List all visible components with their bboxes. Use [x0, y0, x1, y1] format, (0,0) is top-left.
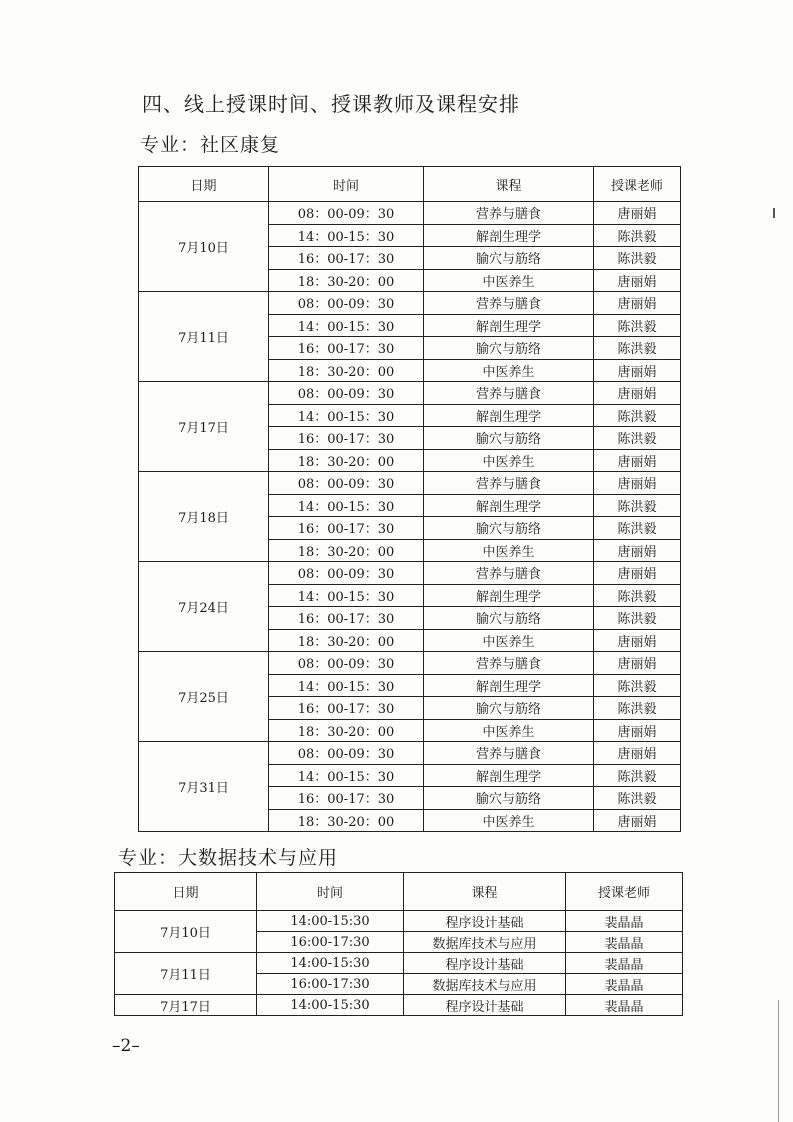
- table-row: [115, 911, 683, 932]
- header-course: 课程: [424, 167, 594, 202]
- date-cell: 7月10日: [115, 911, 257, 953]
- teacher-cell: 陈洪毅: [594, 517, 681, 540]
- date-cell: 7月18日: [139, 472, 269, 562]
- course-cell: 解剖生理学: [424, 584, 594, 607]
- time-cell: 14：00-15：30: [269, 764, 424, 787]
- date-cell: 7月11日: [139, 292, 269, 382]
- major-title-big-data: 专业：大数据技术与应用: [118, 847, 339, 869]
- teacher-cell: 陈洪毅: [594, 247, 681, 270]
- time-cell: 14：00-15：30: [269, 224, 424, 247]
- time-cell: 08：00-09：30: [269, 562, 424, 585]
- section-heading: 四、线上授课时间、授课教师及课程安排: [142, 92, 520, 116]
- time-cell: 14：00-15：30: [269, 584, 424, 607]
- teacher-cell: 唐丽娟: [594, 269, 681, 292]
- date-cell: 7月17日: [139, 382, 269, 472]
- course-cell: 营养与膳食: [424, 562, 594, 585]
- teacher-cell: 裴晶晶: [566, 953, 683, 974]
- time-cell: 18：30-20：00: [269, 449, 424, 472]
- time-cell: 18：30-20：00: [269, 539, 424, 562]
- course-cell: 营养与膳食: [424, 742, 594, 765]
- date-cell: 7月11日: [115, 953, 257, 995]
- time-cell: 18：30-20：00: [269, 359, 424, 382]
- course-cell: 程序设计基础: [404, 995, 566, 1016]
- teacher-cell: 裴晶晶: [566, 995, 683, 1016]
- time-cell: 16：00-17：30: [269, 697, 424, 720]
- course-cell: 中医养生: [424, 539, 594, 562]
- date-cell: 7月17日: [115, 995, 257, 1016]
- course-cell: 解剖生理学: [424, 764, 594, 787]
- teacher-cell: 裴晶晶: [566, 974, 683, 995]
- scan-edge-mark: [773, 208, 775, 218]
- table-row: [139, 652, 681, 675]
- table-row: [139, 292, 681, 315]
- teacher-cell: 唐丽娟: [594, 539, 681, 562]
- time-cell: 14:00-15:30: [257, 911, 404, 932]
- teacher-cell: 陈洪毅: [594, 404, 681, 427]
- course-cell: 腧穴与筋络: [424, 427, 594, 450]
- time-cell: 16:00-17:30: [257, 974, 404, 995]
- teacher-cell: 唐丽娟: [594, 742, 681, 765]
- time-cell: 08：00-09：30: [269, 742, 424, 765]
- course-cell: 解剖生理学: [424, 224, 594, 247]
- teacher-cell: 陈洪毅: [594, 584, 681, 607]
- schedule-table-community-rehab: [138, 166, 681, 832]
- course-cell: 中医养生: [424, 449, 594, 472]
- time-cell: 16:00-17:30: [257, 932, 404, 953]
- schedule-table-big-data: [114, 872, 683, 1016]
- course-cell: 中医养生: [424, 719, 594, 742]
- course-cell: 数据库技术与应用: [404, 974, 566, 995]
- time-cell: 08：00-09：30: [269, 292, 424, 315]
- header-time: 时间: [257, 873, 404, 911]
- teacher-cell: 陈洪毅: [594, 607, 681, 630]
- teacher-cell: 陈洪毅: [594, 427, 681, 450]
- table-header-row: [115, 873, 683, 911]
- teacher-cell: 唐丽娟: [594, 202, 681, 225]
- course-cell: 营养与膳食: [424, 202, 594, 225]
- teacher-cell: 裴晶晶: [566, 911, 683, 932]
- course-cell: 解剖生理学: [424, 494, 594, 517]
- time-cell: 16：00-17：30: [269, 337, 424, 360]
- teacher-cell: 裴晶晶: [566, 932, 683, 953]
- time-cell: 14:00-15:30: [257, 995, 404, 1016]
- teacher-cell: 陈洪毅: [594, 697, 681, 720]
- major-title-community-rehab: 专业：社区康复: [140, 134, 281, 156]
- date-cell: 7月25日: [139, 652, 269, 742]
- course-cell: 营养与膳食: [424, 652, 594, 675]
- course-cell: 腧穴与筋络: [424, 697, 594, 720]
- teacher-cell: 陈洪毅: [594, 337, 681, 360]
- teacher-cell: 陈洪毅: [594, 787, 681, 810]
- course-cell: 腧穴与筋络: [424, 607, 594, 630]
- course-cell: 解剖生理学: [424, 404, 594, 427]
- course-cell: 中医养生: [424, 629, 594, 652]
- table-row: [115, 953, 683, 974]
- page-number: –2–: [112, 1036, 140, 1056]
- time-cell: 08：00-09：30: [269, 472, 424, 495]
- teacher-cell: 唐丽娟: [594, 629, 681, 652]
- time-cell: 14：00-15：30: [269, 314, 424, 337]
- header-course: 课程: [404, 873, 566, 911]
- course-cell: 中医养生: [424, 809, 594, 832]
- course-cell: 解剖生理学: [424, 674, 594, 697]
- course-cell: 营养与膳食: [424, 382, 594, 405]
- teacher-cell: 陈洪毅: [594, 314, 681, 337]
- course-cell: 腧穴与筋络: [424, 337, 594, 360]
- table-row: [115, 995, 683, 1016]
- course-cell: 程序设计基础: [404, 953, 566, 974]
- date-cell: 7月31日: [139, 742, 269, 832]
- teacher-cell: 陈洪毅: [594, 764, 681, 787]
- table-row: [139, 202, 681, 225]
- teacher-cell: 陈洪毅: [594, 494, 681, 517]
- course-cell: 解剖生理学: [424, 314, 594, 337]
- course-cell: 程序设计基础: [404, 911, 566, 932]
- course-cell: 数据库技术与应用: [404, 932, 566, 953]
- table-header-row: [139, 167, 681, 202]
- header-teacher: 授课老师: [566, 873, 683, 911]
- teacher-cell: 唐丽娟: [594, 359, 681, 382]
- time-cell: 18：30-20：00: [269, 269, 424, 292]
- time-cell: 14：00-15：30: [269, 404, 424, 427]
- table-row: [139, 382, 681, 405]
- scan-edge-line: [778, 1000, 779, 1122]
- teacher-cell: 陈洪毅: [594, 674, 681, 697]
- course-cell: 腧穴与筋络: [424, 247, 594, 270]
- teacher-cell: 唐丽娟: [594, 382, 681, 405]
- header-teacher: 授课老师: [594, 167, 681, 202]
- time-cell: 14：00-15：30: [269, 674, 424, 697]
- teacher-cell: 唐丽娟: [594, 562, 681, 585]
- table-row: [139, 742, 681, 765]
- time-cell: 16：00-17：30: [269, 787, 424, 810]
- course-cell: 中医养生: [424, 269, 594, 292]
- teacher-cell: 唐丽娟: [594, 449, 681, 472]
- teacher-cell: 陈洪毅: [594, 224, 681, 247]
- time-cell: 18：30-20：00: [269, 809, 424, 832]
- time-cell: 16：00-17：30: [269, 427, 424, 450]
- date-cell: 7月10日: [139, 202, 269, 292]
- teacher-cell: 唐丽娟: [594, 292, 681, 315]
- time-cell: 18：30-20：00: [269, 629, 424, 652]
- table-row: [139, 562, 681, 585]
- time-cell: 08：00-09：30: [269, 382, 424, 405]
- course-cell: 营养与膳食: [424, 472, 594, 495]
- course-cell: 腧穴与筋络: [424, 787, 594, 810]
- time-cell: 18：30-20：00: [269, 719, 424, 742]
- time-cell: 14：00-15：30: [269, 494, 424, 517]
- teacher-cell: 唐丽娟: [594, 472, 681, 495]
- teacher-cell: 唐丽娟: [594, 719, 681, 742]
- time-cell: 16：00-17：30: [269, 247, 424, 270]
- course-cell: 腧穴与筋络: [424, 517, 594, 540]
- date-cell: 7月24日: [139, 562, 269, 652]
- time-cell: 16：00-17：30: [269, 607, 424, 630]
- teacher-cell: 唐丽娟: [594, 809, 681, 832]
- course-cell: 中医养生: [424, 359, 594, 382]
- time-cell: 14:00-15:30: [257, 953, 404, 974]
- table-row: [139, 472, 681, 495]
- header-date: 日期: [139, 167, 269, 202]
- header-time: 时间: [269, 167, 424, 202]
- header-date: 日期: [115, 873, 257, 911]
- teacher-cell: 唐丽娟: [594, 652, 681, 675]
- time-cell: 08：00-09：30: [269, 202, 424, 225]
- time-cell: 08：00-09：30: [269, 652, 424, 675]
- time-cell: 16：00-17：30: [269, 517, 424, 540]
- course-cell: 营养与膳食: [424, 292, 594, 315]
